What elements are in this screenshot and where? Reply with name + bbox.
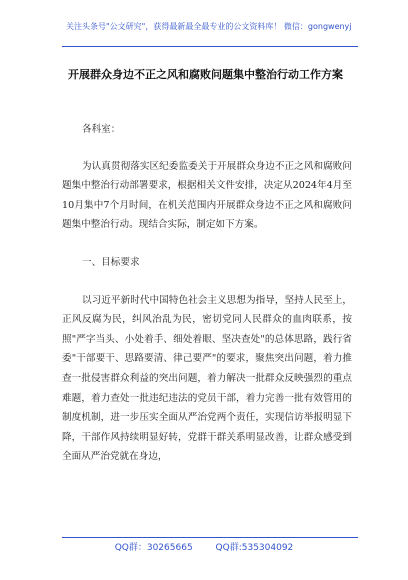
- header-note: 关注头条号"公文研究"，获得最新最全最专业的公文资料库！ 微信：gongwenyj: [66, 22, 352, 31]
- document-title: 开展群众身边不正之风和腐败问题集中整治行动工作方案: [68, 68, 343, 81]
- intro-paragraph: 为认真贯彻落实区纪委监委关于开展群众身边不正之风和腐败问题集中整治行动部署要求，根据相关文件安排，决定从2024年4月至10月集中7个月时间，在机关范围内开展群众身边不正之风和腐败问题集中整治行动。现结合实际，制定如下方案。: [62, 160, 352, 231]
- footer: [0, 540, 408, 553]
- salutation: 各科室：: [82, 124, 121, 135]
- footer-divider: [62, 537, 358, 538]
- section-heading: 一、目标要求: [82, 256, 140, 268]
- section-paragraph: 以习近平新时代中国特色社会主义思想为指导，坚持人民至上，正风反腐为民，纠风治乱为民，密切党同人民群众的血肉联系，按照"严字当头、小处着手、细处着眼、坚决查处"的总体思路，践行省委"干部要干、思路要清、律己要严"的要求，聚焦突出问题，着力推查一批侵害群众利益的突出问题，着力解决一批群众反映强烈的重点难题，着力查处一批违纪违法的党员干部，着力完善一批有效管用的制度机制，进一步压实全面从严治党两个责任，实现信访举报明显下降，干部作风持续明显好转，党群干群关系明显改善，让群众感受到全面从严治党就在身边，: [62, 294, 352, 463]
- document-body: [62, 120, 352, 485]
- header-divider: [62, 46, 358, 47]
- footer-qq-group-1: QQ群：30265665: [114, 543, 193, 553]
- footer-qq-group-2: QQ群:535304092: [215, 543, 294, 553]
